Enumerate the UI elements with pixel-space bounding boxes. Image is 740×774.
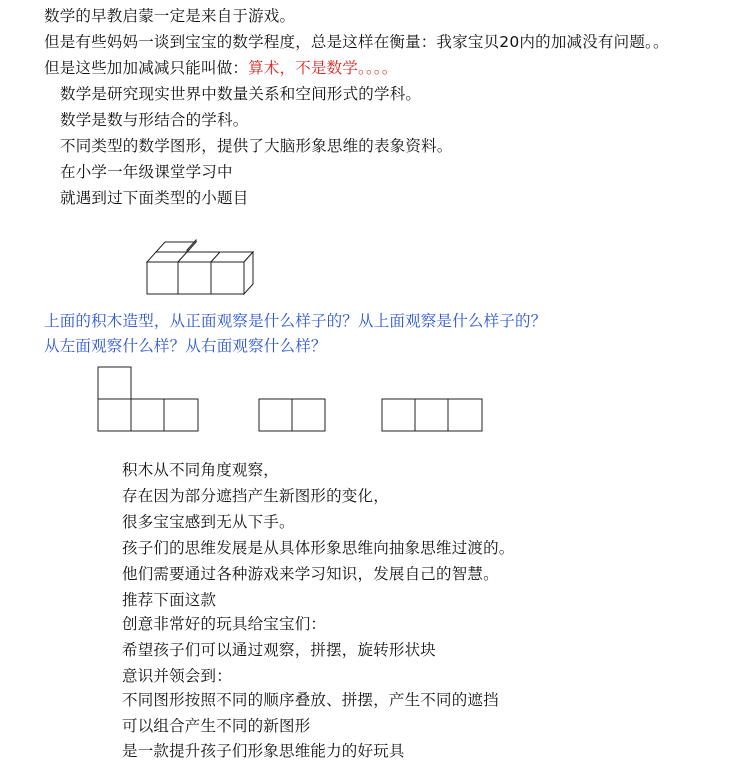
intro-line-2: 但是有些妈妈一谈到宝宝的数学程度，总是这样在衡量：我家宝贝20内的加减没有问题。。	[44, 33, 669, 51]
conclusion-line: 创意非常好的玩具给宝宝们：	[122, 615, 327, 633]
conclusion-line: 意识并领会到：	[122, 667, 232, 685]
definition-line: 数学是数与形结合的学科。	[60, 111, 249, 129]
conclusion-line: 是一款提升孩子们形象思维能力的好玩具	[122, 742, 405, 760]
question-line-1: 上面的积木造型，从正面观察是什么样子的？从上面观察是什么样子的？	[44, 312, 547, 330]
conclusion-line: 可以组合产生不同的新图形	[122, 717, 311, 735]
definition-line: 在小学一年级课堂学习中	[60, 163, 233, 181]
conclusion-line: 不同图形按照不同的顺序叠放、拼摆，产生不同的遮挡	[122, 691, 499, 709]
intro-highlight: 算术，不是数学。。。。	[248, 59, 398, 77]
question-line-2: 从左面观察什么样？从右面观察什么样？	[44, 337, 327, 355]
block-3d-figure	[147, 240, 253, 294]
conclusion-line: 存在因为部分遮挡产生新图形的变化，	[122, 487, 389, 505]
conclusion-line: 很多宝宝感到无从下手。	[122, 513, 295, 531]
conclusion-line: 他们需要通过各种游戏来学习知识，发展自己的智慧。	[122, 565, 499, 583]
conclusion-line: 推荐下面这款	[122, 591, 217, 609]
definition-line: 就遇到过下面类型的小题目	[60, 189, 249, 207]
conclusion-line: 积木从不同角度观察，	[122, 461, 280, 479]
definition-line: 数学是研究现实世界中数量关系和空间形式的学科。	[60, 85, 422, 103]
definition-line: 不同类型的数学图形，提供了大脑形象思维的表象资料。	[60, 137, 453, 155]
intro-line-3-prefix: 但是这些加加减减只能叫做：	[44, 59, 249, 77]
side-view-figure	[259, 399, 325, 431]
intro-line-1: 数学的早教启蒙一定是来自于游戏。	[44, 7, 296, 25]
top-view-figure	[382, 399, 482, 431]
conclusion-line: 希望孩子们可以通过观察，拼摆，旋转形状块	[122, 641, 437, 659]
front-view-figure	[98, 367, 198, 431]
conclusion-line: 孩子们的思维发展是从具体形象思维向抽象思维过渡的。	[122, 539, 515, 557]
